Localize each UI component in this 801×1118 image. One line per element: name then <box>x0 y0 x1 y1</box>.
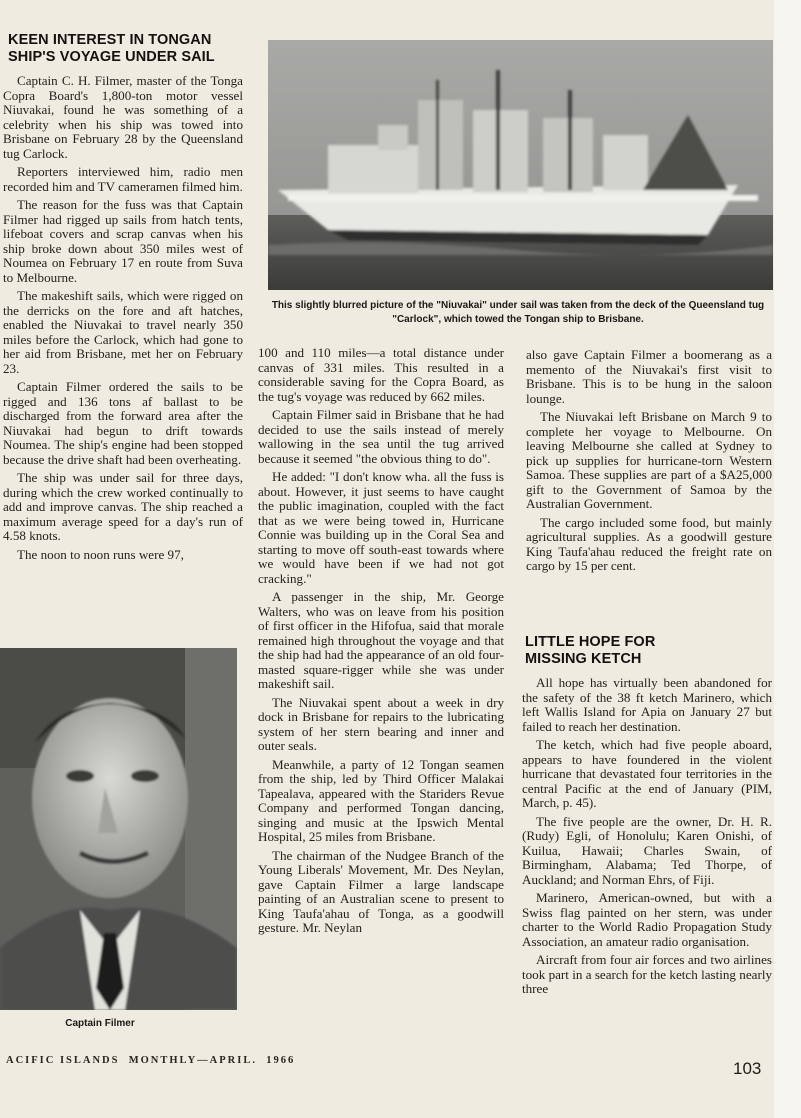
paragraph: The five people are the owner, Dr. H. R. (Rudy) Egli, of Honolulu; Karen Onishi, of Kuilua, Hawaii; Charles Swain, of Birmingham, Alabama; Ted Thorpe, of Auckland; and Norman Ehrs, of Fiji. <box>522 813 772 887</box>
paragraph: The chairman of the Nudgee Branch of the Young Liberals' Movement, Mr. Des Neylan, gave Captain Filmer a large landscape painting of an Australian scene to present to King Taufa'ahau of Tonga, as a goodwill gesture. Mr. Neylan <box>258 847 504 935</box>
paragraph: The cargo included some food, but mainly agricultural supplies. As a goodwill gesture King Taufa'ahau reduced the freight rate on cargo by 15 per cent. <box>526 514 772 573</box>
paragraph: also gave Captain Filmer a boomerang as a memento of the Niuvakai's first visit to Brisbane. This is to be hung in the saloon lounge. <box>526 347 772 406</box>
paragraph: The ship was under sail for three days, during which the crew worked continually to add and improve canvas. The ship reached a maximum average speed for a day's run of 4.58 knots. <box>3 470 243 543</box>
paragraph: The Niuvakai spent about a week in dry dock in Brisbane for repairs to the lubricating system of her stern bearing and inner and outer seals. <box>258 694 504 753</box>
paragraph: Reporters interviewed him, radio men recorded him and TV cameramen filmed him. <box>3 164 243 194</box>
paragraph: The ketch, which had five people aboard, appears to have foundered in the violent hurricane that devastated four territories in the central Pacific at the end of January (PIM, March, p. 45). <box>522 737 772 810</box>
article1-column-3 <box>526 348 772 578</box>
ship-photo-caption: This slightly blurred picture of the "Niuvakai" under sail was taken from the deck of the Queensland tug "Carlock", which towed the Tongan ship to Brisbane. <box>271 300 765 325</box>
paragraph: Marinero, American-owned, but with a Swiss flag painted on her stern, was under charter to the World Radio Propagation Study Association, an amateur radio organisation. <box>522 890 772 949</box>
publication-footer: ACIFIC ISLANDS MONTHLY—APRIL. 1966 <box>6 1055 296 1066</box>
captain-portrait-photo-icon <box>0 648 237 1010</box>
paragraph: 100 and 110 miles—a total distance under canvas of 331 miles. This resulted in a considerable saving for the Copra Board, as the tug's voyage was reduced by 662 miles. <box>258 345 504 404</box>
article2-body <box>522 676 772 1001</box>
paragraph: A passenger in the ship, Mr. George Walters, who was on leave from his position of first officer in the Hifofua, said that morale remained high throughout the voyage and that the ship had had the appearance of an old four-masted square-rigger while she was under makeshift sail. <box>258 589 504 691</box>
ship-under-sail-photo <box>268 40 773 290</box>
paragraph: He added: "I don't know wha. all the fuss is about. However, it just seems to have caught the public imagination, coupled with the fact that as we were being towed in, Hurricane Connie was building up in the Coral Sea and starting to move off south-east towards where we would have been if we had not got cracking." <box>258 469 504 586</box>
page-number: 103 <box>733 1059 762 1078</box>
article1-column-1 <box>3 74 243 566</box>
paragraph: Captain Filmer said in Brisbane that he had decided to use the sails instead of merely wallowing in the sea until the tug arrived because it seemed "the obvious thing to do". <box>258 407 504 466</box>
paragraph: The Niuvakai left Brisbane on March 9 to complete her voyage to Melbourne. On leaving Melbourne she called at Sydney to pick up supplies for hurricane-torn Western Samoa. These supplies are part of a $A25,000 gift to the Government of Samoa by the Australian Government. <box>526 409 772 511</box>
sailing-ship-photo-icon <box>268 40 773 290</box>
paragraph: Meanwhile, a party of 12 Tongan seamen from the ship, led by Third Officer Malakai Tapealava, appeared with the Stariders Revue Company and performed Tongan dancing, singing and music at the Ipswich Mental Hospital, 25 miles from Brisbane. <box>258 756 504 844</box>
paragraph: The makeshift sails, which were rigged on the derricks on the fore and aft hatches, enabled the Niuvakai to travel nearly 350 miles before the Carlock, which had gone to her aid from Brisbane, met her on February 23. <box>3 288 243 376</box>
paragraph: All hope has virtually been abandoned for the safety of the 38 ft ketch Marinero, which left Wallis Island for Apia on January 27 but failed to reach her destination. <box>522 675 772 734</box>
paragraph: Captain C. H. Filmer, master of the Tonga Copra Board's 1,800-ton motor vessel Niuvakai, found he was something of a celebrity when his ship was towed into Brisbane on February 28 by the Queensland tug Carlock. <box>3 73 243 161</box>
captain-filmer-portrait <box>0 648 237 1010</box>
article1-headline: KEEN INTEREST IN TONGAN SHIP'S VOYAGE UNDER SAIL <box>8 32 215 65</box>
article1-column-2 <box>258 346 504 940</box>
paragraph: Aircraft from four air forces and two airlines took part in a search for the ketch lasting nearly three <box>522 952 772 996</box>
paragraph: The noon to noon runs were 97, <box>17 546 184 562</box>
paragraph: The reason for the fuss was that Captain Filmer had rigged up sails from hatch tents, lifeboat covers and scrap canvas when his ship broke down about 350 miles west of Noumea on February 17 en route from Suva to Melbourne. <box>3 197 243 285</box>
article2-headline: LITTLE HOPE FOR MISSING KETCH <box>525 634 656 667</box>
paragraph: Captain Filmer ordered the sails to be rigged and 136 tons af ballast to be discharged from the forward area after the Niuvakai had begun to drift towards Noumea. The ship's engine had been stopped because the drive shaft had been overheating. <box>3 379 243 467</box>
portrait-caption: Captain Filmer <box>65 1018 135 1029</box>
page-edge <box>774 0 801 1118</box>
